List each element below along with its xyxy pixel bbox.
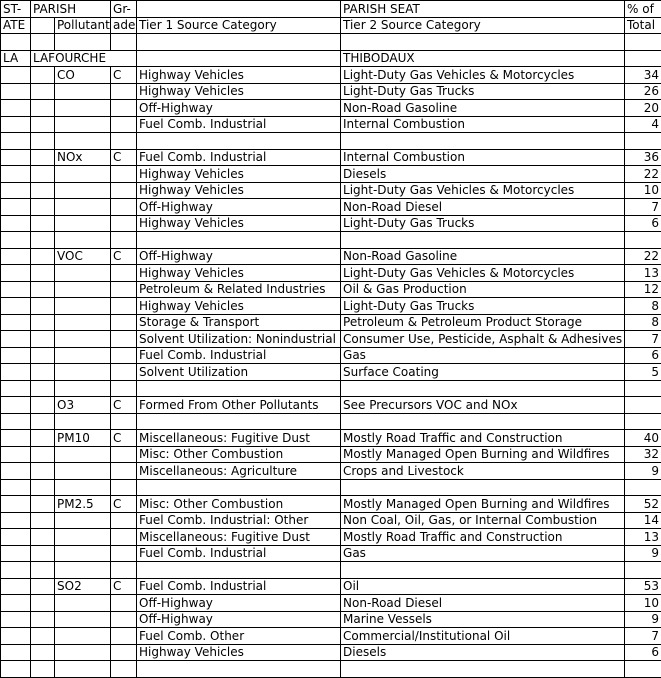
pct-cell: 40: [625, 430, 661, 447]
table-row: [1, 529, 661, 546]
pollutant-cell: VOC: [55, 248, 111, 265]
table-row: [1, 298, 661, 315]
header-pct: % of: [625, 1, 661, 18]
table-row: [1, 512, 661, 529]
tier2-cell: Non-Road Diesel: [341, 199, 625, 216]
tier1-cell: Fuel Comb. Industrial: [137, 578, 341, 595]
spacer-row: [1, 562, 661, 579]
pct-cell: 14: [625, 512, 661, 529]
spacer-row: [1, 34, 661, 51]
header-tier2: Tier 2 Source Category: [341, 17, 625, 34]
table-row: [1, 100, 661, 117]
location-seat: THIBODAUX: [341, 50, 625, 67]
tier2-cell: Mostly Managed Open Burning and Wildfires: [341, 496, 625, 513]
header-blank: [137, 1, 341, 18]
tier1-cell: Off-Highway: [137, 595, 341, 612]
tier1-cell: Fuel Comb. Industrial: [137, 545, 341, 562]
tier2-cell: Crops and Livestock: [341, 463, 625, 480]
table-row: [1, 545, 661, 562]
tier2-cell: See Precursors VOC and NOx: [341, 397, 625, 414]
tier2-cell: Light-Duty Gas Vehicles & Motorcycles: [341, 182, 625, 199]
tier1-cell: Off-Highway: [137, 248, 341, 265]
pct-cell: 20: [625, 100, 661, 117]
pct-cell: 7: [625, 331, 661, 348]
tier2-cell: Internal Combustion: [341, 149, 625, 166]
pct-cell: 22: [625, 166, 661, 183]
pct-cell: 53: [625, 578, 661, 595]
header-tier1: Tier 1 Source Category: [137, 17, 341, 34]
pollutant-cell: NOx: [55, 149, 111, 166]
pct-cell: 6: [625, 644, 661, 661]
pct-cell: 5: [625, 364, 661, 381]
table-row: [1, 578, 661, 595]
header-state: ST-: [1, 1, 31, 18]
pct-cell: 9: [625, 463, 661, 480]
header-pollutant: Pollutant: [55, 17, 111, 34]
spacer-row: [1, 133, 661, 150]
pct-cell: 52: [625, 496, 661, 513]
tier2-cell: Light-Duty Gas Trucks: [341, 298, 625, 315]
header-row-1: [1, 1, 661, 18]
tier1-cell: Fuel Comb. Industrial: [137, 149, 341, 166]
header-grade-2: ade: [111, 17, 137, 34]
pct-cell: 13: [625, 529, 661, 546]
location-parish: LAFOURCHE: [31, 50, 137, 67]
tier2-cell: Light-Duty Gas Trucks: [341, 83, 625, 100]
location-row: [1, 50, 661, 67]
pct-cell: 7: [625, 628, 661, 645]
table-row: [1, 644, 661, 661]
pollutant-cell: CO: [55, 67, 111, 84]
location-state: LA: [1, 50, 31, 67]
pct-cell: 9: [625, 611, 661, 628]
table-row: [1, 347, 661, 364]
tier1-cell: Miscellaneous: Agriculture: [137, 463, 341, 480]
table-row: [1, 149, 661, 166]
tier1-cell: Solvent Utilization: [137, 364, 341, 381]
table-row: [1, 364, 661, 381]
tier1-cell: Highway Vehicles: [137, 83, 341, 100]
tier2-cell: Light-Duty Gas Vehicles & Motorcycles: [341, 67, 625, 84]
pct-cell: 32: [625, 446, 661, 463]
tier2-cell: Oil: [341, 578, 625, 595]
tier2-cell: Light-Duty Gas Trucks: [341, 215, 625, 232]
pct-cell: 8: [625, 314, 661, 331]
tier1-cell: Off-Highway: [137, 611, 341, 628]
table-row: [1, 265, 661, 282]
pct-cell: 8: [625, 298, 661, 315]
table-row: [1, 83, 661, 100]
tier1-cell: Misc: Other Combustion: [137, 496, 341, 513]
table-row: [1, 446, 661, 463]
tier2-cell: Non-Road Gasoline: [341, 248, 625, 265]
table-row: [1, 281, 661, 298]
pct-cell: 6: [625, 215, 661, 232]
table-row: [1, 199, 661, 216]
spacer-row: [1, 380, 661, 397]
tier2-cell: Mostly Road Traffic and Construction: [341, 430, 625, 447]
grade-cell: C: [111, 578, 137, 595]
spacer-row: [1, 232, 661, 249]
tier1-cell: Fuel Comb. Industrial: [137, 116, 341, 133]
tier1-cell: Miscellaneous: Fugitive Dust: [137, 529, 341, 546]
pct-cell: 34: [625, 67, 661, 84]
pct-cell: 36: [625, 149, 661, 166]
tier2-cell: Commercial/Institutional Oil: [341, 628, 625, 645]
header-state-2: ATE: [1, 17, 31, 34]
tier1-cell: Off-Highway: [137, 100, 341, 117]
table-row: [1, 166, 661, 183]
pct-cell: 7: [625, 199, 661, 216]
table-row: [1, 116, 661, 133]
tier2-cell: Non Coal, Oil, Gas, or Internal Combustion: [341, 512, 625, 529]
header-row-2: [1, 17, 661, 34]
tier1-cell: Highway Vehicles: [137, 265, 341, 282]
pollutant-cell: SO2: [55, 578, 111, 595]
pct-cell: 10: [625, 182, 661, 199]
header-grade: Gr-: [111, 1, 137, 18]
pct-cell: 9: [625, 545, 661, 562]
tier2-cell: Internal Combustion: [341, 116, 625, 133]
table-row: [1, 248, 661, 265]
table-row: [1, 331, 661, 348]
pct-cell: 10: [625, 595, 661, 612]
tier1-cell: Highway Vehicles: [137, 298, 341, 315]
tier2-cell: Oil & Gas Production: [341, 281, 625, 298]
header-pct-2: Total: [625, 17, 661, 34]
header-parish: PARISH: [31, 1, 111, 18]
table-row: [1, 314, 661, 331]
tier2-cell: Gas: [341, 545, 625, 562]
tier1-cell: Fuel Comb. Industrial: [137, 347, 341, 364]
table-row: [1, 67, 661, 84]
tier1-cell: Highway Vehicles: [137, 182, 341, 199]
tier2-cell: Diesels: [341, 644, 625, 661]
tier1-cell: Miscellaneous: Fugitive Dust: [137, 430, 341, 447]
grade-cell: C: [111, 430, 137, 447]
tier1-cell: Misc: Other Combustion: [137, 446, 341, 463]
pct-cell: 6: [625, 347, 661, 364]
pct-cell: 26: [625, 83, 661, 100]
table-row: [1, 182, 661, 199]
table-row: [1, 430, 661, 447]
tier2-cell: Mostly Road Traffic and Construction: [341, 529, 625, 546]
pollutant-cell: O3: [55, 397, 111, 414]
tier1-cell: Solvent Utilization: Nonindustrial: [137, 331, 341, 348]
pct-cell: 13: [625, 265, 661, 282]
table-row: [1, 628, 661, 645]
pct-cell: 12: [625, 281, 661, 298]
header-parish-seat: PARISH SEAT: [341, 1, 625, 18]
tier1-cell: Highway Vehicles: [137, 644, 341, 661]
spacer-row: [1, 413, 661, 430]
spacer-row: [1, 479, 661, 496]
table-row: [1, 496, 661, 513]
tier2-cell: Surface Coating: [341, 364, 625, 381]
tier2-cell: Diesels: [341, 166, 625, 183]
table-row: [1, 595, 661, 612]
tier2-cell: Gas: [341, 347, 625, 364]
tier1-cell: Highway Vehicles: [137, 67, 341, 84]
tier1-cell: Highway Vehicles: [137, 215, 341, 232]
tier1-cell: Off-Highway: [137, 199, 341, 216]
pollutant-cell: PM2.5: [55, 496, 111, 513]
tier2-cell: Non-Road Diesel: [341, 595, 625, 612]
tier2-cell: Marine Vessels: [341, 611, 625, 628]
grade-cell: C: [111, 67, 137, 84]
pct-cell: 22: [625, 248, 661, 265]
tier2-cell: Petroleum & Petroleum Product Storage: [341, 314, 625, 331]
tier1-cell: Petroleum & Related Industries: [137, 281, 341, 298]
tier2-cell: Non-Road Gasoline: [341, 100, 625, 117]
grade-cell: C: [111, 248, 137, 265]
tier1-cell: Fuel Comb. Industrial: Other: [137, 512, 341, 529]
tier1-cell: Formed From Other Pollutants: [137, 397, 341, 414]
table-row: [1, 397, 661, 414]
grade-cell: C: [111, 496, 137, 513]
table-row: [1, 611, 661, 628]
tier2-cell: Light-Duty Gas Vehicles & Motorcycles: [341, 265, 625, 282]
pct-cell: [625, 397, 661, 414]
header-blank-2: [31, 17, 55, 34]
grade-cell: C: [111, 397, 137, 414]
pollutant-cell: PM10: [55, 430, 111, 447]
table-row: [1, 463, 661, 480]
pct-cell: 4: [625, 116, 661, 133]
tier1-cell: Highway Vehicles: [137, 166, 341, 183]
tier2-cell: Consumer Use, Pesticide, Asphalt & Adhesives: [341, 331, 625, 348]
tier2-cell: Mostly Managed Open Burning and Wildfires: [341, 446, 625, 463]
table-row: [1, 215, 661, 232]
spacer-row: [1, 661, 661, 678]
tier1-cell: Fuel Comb. Other: [137, 628, 341, 645]
tier1-cell: Storage & Transport: [137, 314, 341, 331]
grade-cell: C: [111, 149, 137, 166]
